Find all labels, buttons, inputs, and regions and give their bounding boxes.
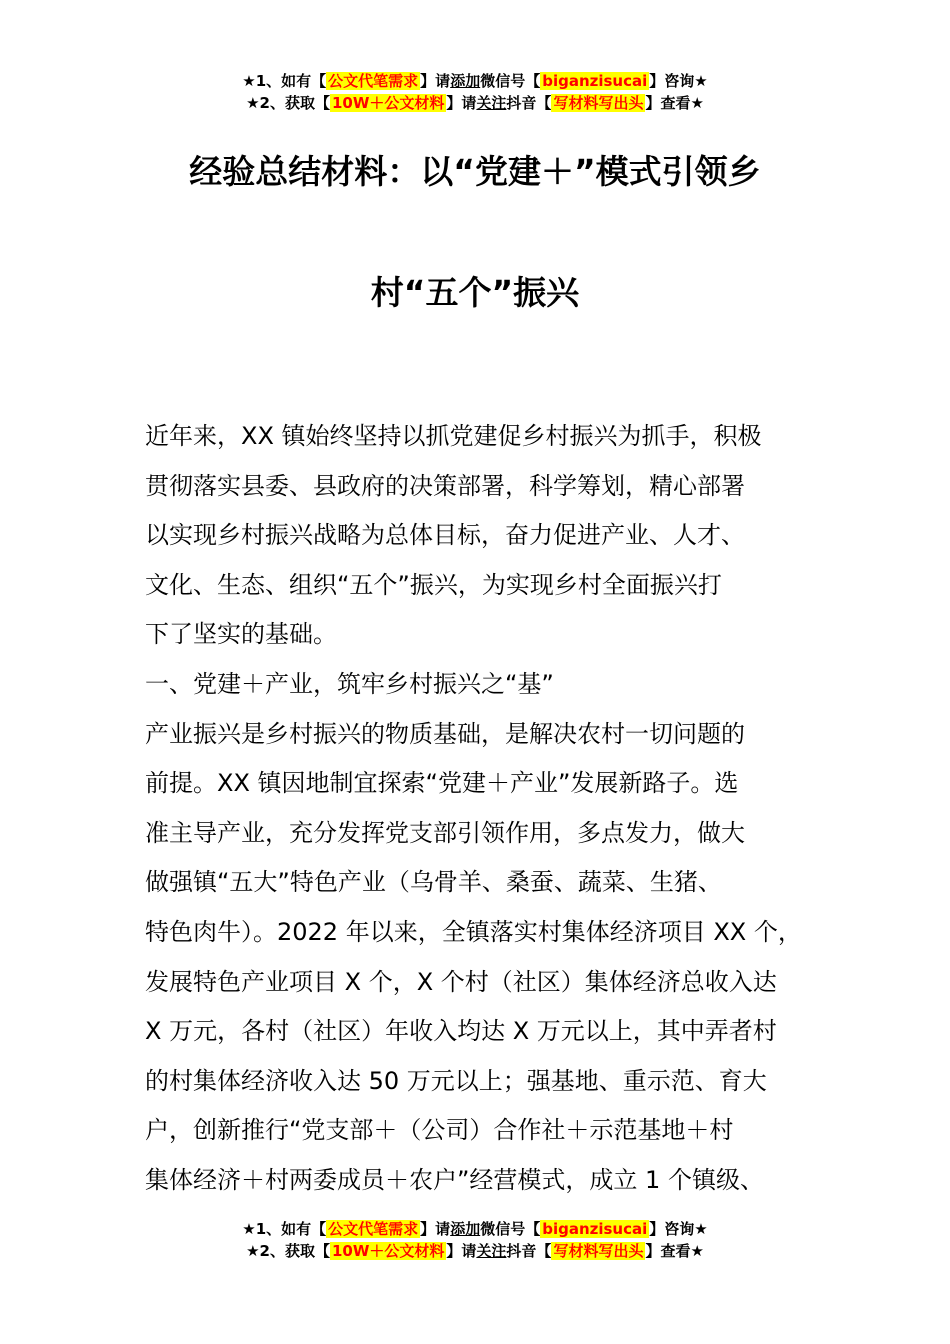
body-line: 以实现乡村振兴战略为总体目标，奋力促进产业、人才、 [145, 521, 745, 550]
highlight-materials: 10W＋公文材料 [331, 1242, 445, 1260]
body-line: 近年来，XX 镇始终坚持以抓党建促乡村振兴为抓手，积极 [145, 422, 762, 450]
body-line: 产业振兴是乡村振兴的物质基础，是解决农村一切问题的 [145, 719, 745, 748]
highlight-wechat-id: biganzisucai [542, 72, 648, 90]
body-line: 集体经济＋村两委成员＋农户”经营模式，成立 1 个镇级、 [145, 1165, 764, 1194]
notice-line-2: ★2、获取【 10W＋公文材料 】请关注抖音【 写材料写出头 】查看★ [246, 1242, 704, 1260]
highlight-douyin: 写材料写出头 [553, 1242, 644, 1260]
body-line: 的村集体经济收入达 50 万元以上；强基地、重示范、育大 [145, 1066, 767, 1095]
body-line: 贯彻落实县委、县政府的决策部署，科学筹划，精心部署 [145, 471, 745, 500]
notice-line-1: ★1、如有【 公文代笔需求 】请添加微信号【 biganzisucai 】咨询★ [242, 72, 708, 90]
body-line: 户，创新推行“党支部＋（公司）合作社＋示范基地＋村 [145, 1116, 734, 1145]
highlight-douyin: 写材料写出头 [553, 94, 644, 112]
body-line: 发展特色产业项目 X 个，X 个村（社区）集体经济总收入达 [145, 967, 777, 996]
body-line: 准主导产业，充分发挥党支部引领作用，多点发力，做大 [145, 818, 745, 847]
footer-notice [0, 1218, 950, 1262]
highlight-materials: 10W＋公文材料 [331, 94, 445, 112]
body-line: 特色肉牛）。2022 年以来，全镇落实村集体经济项目 XX 个， [145, 917, 802, 946]
body-line: 前提。XX 镇因地制宜探索“党建＋产业”发展新路子。选 [145, 769, 739, 798]
document-body [145, 412, 835, 1206]
document-title-line-1: 经验总结材料：以“党建＋”模式引领乡 [189, 152, 761, 191]
header-notice [0, 70, 950, 114]
body-line: 做强镇“五大”特色产业（乌骨羊、桑蚕、蔬菜、生猪、 [145, 868, 722, 897]
section-heading: 一、党建＋产业，筑牢乡村振兴之“基” [145, 669, 554, 698]
notice-line-2: ★2、获取【 10W＋公文材料 】请关注抖音【 写材料写出头 】查看★ [246, 94, 704, 112]
body-line: X 万元，各村（社区）年收入均达 X 万元以上，其中弄者村 [145, 1017, 777, 1046]
notice-line-1: ★1、如有【 公文代笔需求 】请添加微信号【 biganzisucai 】咨询★ [242, 1220, 708, 1238]
highlight-wechat-id: biganzisucai [542, 1220, 648, 1238]
highlight-service: 公文代笔需求 [328, 1220, 419, 1238]
document-title-line-2: 村“五个”振兴 [370, 273, 580, 312]
body-line: 下了坚实的基础。 [145, 620, 337, 649]
highlight-service: 公文代笔需求 [328, 72, 419, 90]
body-line: 文化、生态、组织“五个”振兴，为实现乡村全面振兴打 [145, 570, 722, 599]
